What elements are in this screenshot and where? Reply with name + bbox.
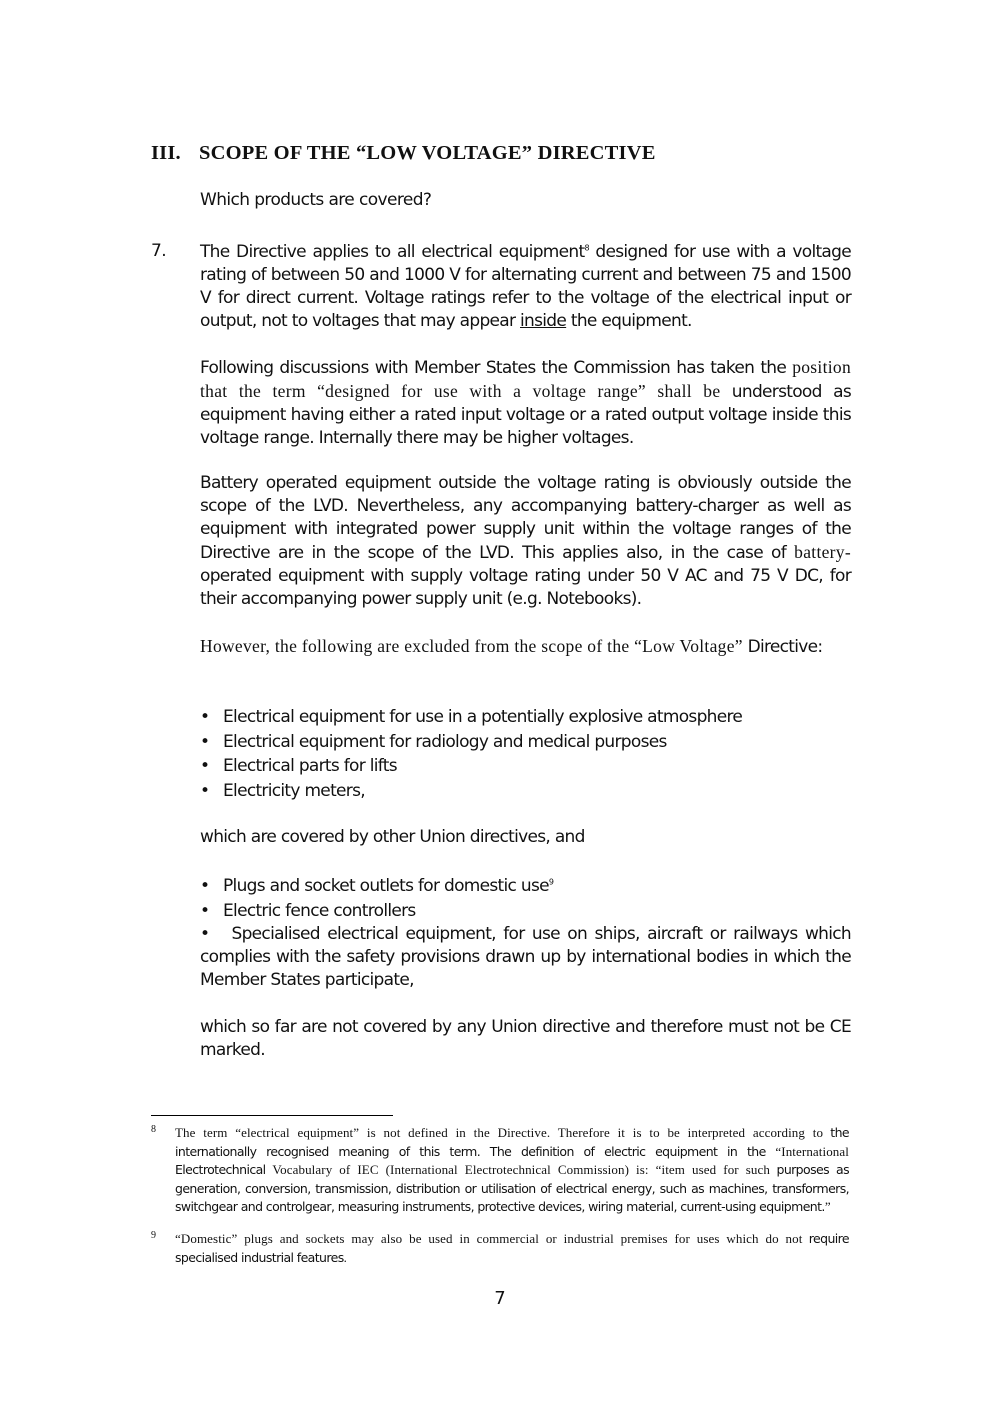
footnote-body — [175, 1230, 849, 1267]
section-heading — [151, 142, 656, 165]
not-covered-text: which so far are not covered by any Union directive and therefore must not be CE marked. — [200, 1017, 851, 1060]
bullet-icon: • — [200, 707, 210, 727]
paragraph-7-text-2: designed for use with a voltage rating of between 50 and 1000 V for alternating current and between 75 and 1500 V for direct current. Voltage ratings refer to the voltage of the electrical input or output, not to voltages that may appear — [200, 242, 851, 331]
page-number: 7 — [494, 1288, 506, 1309]
battery-text-end: operated equipment with supply voltage rating under 50 V AC and 75 V DC, for their accompanying power supply unit (e.g. Notebooks). — [200, 566, 851, 609]
footnote-9-b: require specialised industrial features — [175, 1231, 849, 1265]
bullet-icon: • — [200, 731, 210, 752]
footnote-ref-8[interactable]: 8 — [584, 243, 589, 253]
list-item — [200, 874, 860, 899]
paragraph-excluded — [200, 635, 851, 659]
footnote-ref-9[interactable]: 9 — [548, 877, 554, 887]
paragraph-7-text-1: The Directive applies to all electrical equipment — [200, 242, 585, 262]
discussions-rest: understood as equipment having either a rated input voltage or a rated output voltage inside this voltage range. Internally there may be higher voltages. — [200, 382, 851, 448]
list-item-text: Specialised electrical equipment, for use on ships, aircraft or railways which complies with the safety provisions drawn up by international bodies in which the Member States participate, — [200, 924, 851, 990]
footnote-9 — [151, 1230, 849, 1267]
footnote-8-g: ” — [824, 1199, 831, 1214]
paragraph-discussions — [200, 356, 851, 450]
battery-text-main: Battery operated equipment outside the voltage rating is obviously outside the scope of the LVD. Nevertheless, any accompanying battery-charger as well as equipment with integrated power supply unit within the voltage ranges of the Directive are in the scope of the LVD. This applies also, in the case of — [200, 473, 851, 563]
list-item-text: Electrical equipment for radiology and medical purposes — [223, 731, 667, 752]
footnote-8-d: Electrotechnical — [175, 1162, 266, 1177]
list-item-text: Electricity meters, — [223, 780, 365, 801]
underlined-word: inside — [520, 311, 567, 331]
section-title: SCOPE OF THE “LOW VOLTAGE” DIRECTIVE — [199, 142, 656, 164]
paragraph-7 — [200, 241, 851, 333]
discussions-line-2: position that the term “designed for use with a voltage range” shall be — [200, 357, 851, 401]
discussions-line-1: Following discussions with Member States the Commission has taken the — [200, 358, 787, 378]
list-item — [200, 779, 860, 804]
footnote-8 — [151, 1124, 849, 1217]
union-directives-text: which are covered by other Union directives, and — [200, 827, 585, 847]
list-item — [200, 730, 860, 755]
list-item — [200, 899, 860, 924]
list-item-specialised — [200, 923, 851, 992]
paragraph-7-text-3: the equipment. — [566, 311, 692, 331]
footnote-8-c: “International — [775, 1143, 849, 1159]
excluded-intro: However, the following are excluded from the scope of the “Low Voltage” — [200, 636, 743, 656]
footnote-8-a: The term “electrical equipment” is not defined in the Directive. Therefore it is to be interpreted according to — [175, 1125, 824, 1140]
footnote-8-b: the internationally recognised meaning of this term. The definition of electric equipment in the — [175, 1125, 849, 1159]
list-item — [200, 754, 860, 779]
bullet-icon: • — [200, 756, 210, 776]
section-subheading: Which products are covered? — [200, 190, 432, 210]
bullet-icon: • — [200, 876, 210, 896]
footnote-body — [175, 1124, 849, 1217]
footnote-number: 9 — [151, 1230, 156, 1241]
footnote-8-e: Vocabulary of IEC (International Electrotechnical Commission) is: “item used for such — [265, 1162, 770, 1177]
bullet-icon: • — [200, 900, 210, 921]
footnote-9-a: “Domestic” plugs and sockets may also be used in commercial or industrial premises for uses which do not — [175, 1231, 803, 1246]
footnote-9-c: . — [343, 1249, 347, 1265]
battery-text-serif: battery- — [794, 542, 851, 562]
section-number: III. — [151, 142, 181, 164]
footnote-8-f: purposes as generation, conversion, transmission, distribution or utilisation of electrical energy, such as machines, transformers, switchgear and controlgear, measuring instruments, protective devices, wiring material, current-using equipment. — [175, 1162, 849, 1214]
footnote-number: 8 — [151, 1124, 156, 1135]
excluded-list-2 — [200, 874, 860, 923]
bullet-icon: • — [200, 780, 210, 801]
footnote-divider — [151, 1115, 393, 1116]
excluded-directive: Directive: — [747, 637, 823, 657]
list-item-text: Electrical equipment for use in a potentially explosive atmosphere — [223, 707, 743, 727]
excluded-list-1 — [200, 705, 860, 803]
bullet-icon: • — [200, 924, 210, 944]
paragraph-battery — [200, 472, 851, 611]
list-item-text: Plugs and socket outlets for domestic use — [223, 876, 549, 896]
list-item-text: Electrical parts for lifts — [223, 756, 397, 776]
paragraph-number: 7. — [151, 241, 167, 261]
list-item-text: Electric fence controllers — [223, 900, 416, 921]
list-item — [200, 705, 860, 730]
